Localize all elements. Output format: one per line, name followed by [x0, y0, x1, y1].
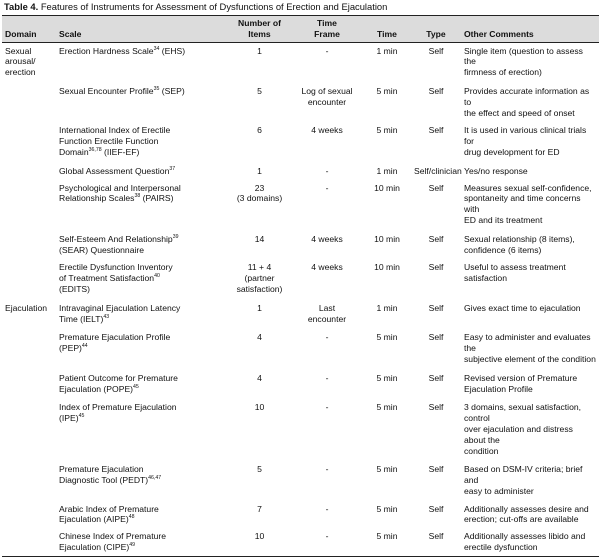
frame_lines-line: - [325, 165, 329, 176]
items_lines-line: (3 domains) [236, 193, 283, 204]
table-row [2, 501, 599, 529]
domain-cell [2, 180, 56, 230]
reference-superscript: 40 [154, 273, 160, 280]
comment_lines-line: condition [464, 445, 499, 456]
reference-superscript: 46,47 [148, 475, 162, 482]
comment_lines-line: firmness of erection) [464, 67, 542, 78]
time-frame-cell [291, 460, 363, 500]
items_lines-line: 6 [257, 125, 262, 136]
comment_lines-line: erectile dysfunction [464, 542, 538, 553]
scale-cell [56, 230, 228, 260]
frame_lines-line: 4 weeks [311, 233, 343, 244]
domain-cell [2, 122, 56, 161]
domain-cell [2, 528, 56, 556]
scale-text: Premature Ejaculation [59, 464, 144, 475]
time-frame-cell [291, 82, 363, 122]
domain_lines-line: Sexual [5, 45, 32, 56]
time-frame-cell [291, 528, 363, 556]
scale-text: Ejaculation (AIPE) [59, 514, 129, 525]
header-time-frame: Time Frame [291, 16, 363, 43]
scale-text: Erection Hardness Scale [59, 45, 154, 56]
domain-cell [2, 501, 56, 529]
comments-cell [461, 369, 599, 399]
items-cell [228, 122, 291, 161]
comment_lines-line: Yes/no response [464, 165, 528, 176]
comment_lines-line: Sexual relationship (8 items), [464, 233, 575, 244]
scale-cell [56, 398, 228, 460]
domain-cell [2, 162, 56, 180]
scale-abbreviation: (IIEF-EF) [101, 146, 140, 157]
comments-cell [461, 460, 599, 500]
scale-cell [56, 180, 228, 230]
comments-cell [461, 180, 599, 230]
reference-superscript: 35 [153, 86, 160, 93]
domain_lines-line: erection [5, 67, 36, 78]
scale-cell [56, 162, 228, 180]
type-cell: Self [428, 464, 444, 475]
frame_lines-line: - [325, 402, 329, 413]
type-cell: Self [428, 45, 444, 56]
frame_lines-line: - [325, 464, 329, 475]
time-frame-cell [291, 369, 363, 399]
frame_lines-line: encounter [307, 313, 347, 324]
time-cell: 5 min [376, 85, 398, 96]
comment_lines-line: subjective element of the condition [464, 353, 596, 364]
frame_lines-line: encounter [307, 96, 347, 107]
frame_lines-line: 4 weeks [311, 262, 343, 273]
instruments-table [2, 15, 599, 557]
items_lines-line: 10 [254, 531, 265, 542]
scale-text: Ejaculation (POPE) [59, 383, 134, 394]
frame_lines-line: Last [318, 302, 336, 313]
table-row [2, 398, 599, 460]
time-cell: 10 min [374, 233, 400, 244]
items_lines-line: 4 [257, 372, 262, 383]
items-cell [228, 501, 291, 529]
reference-superscript: 45 [133, 383, 139, 390]
comment_lines-line: Measures sexual self-confidence, [464, 182, 592, 193]
scale-text: (SEAR) Questionnaire [59, 244, 145, 255]
header-scale: Scale [56, 16, 228, 43]
items-cell [228, 230, 291, 260]
time-cell: 5 min [376, 332, 398, 343]
table-caption [4, 1, 387, 13]
table-body [2, 42, 599, 556]
header-type: Type [411, 16, 461, 43]
time-frame-cell [291, 328, 363, 368]
comments-cell [461, 259, 599, 298]
scale-text: Diagnostic Tool (PEDT) [59, 475, 149, 486]
comment_lines-line: Provides accurate information as to [464, 85, 590, 107]
table-row [2, 460, 599, 500]
items_lines-line: 7 [257, 503, 262, 514]
table-row [2, 299, 599, 329]
scale-text: Function Erectile Function [59, 136, 159, 147]
time-frame-cell [291, 501, 363, 529]
header-row [2, 16, 599, 43]
table-row [2, 528, 599, 556]
scale-abbreviation: (PAIRS) [140, 193, 174, 204]
domain_lines-line: arousal/ [5, 56, 36, 67]
time-frame-cell [291, 180, 363, 230]
scale-text: Time (IELT) [59, 313, 104, 324]
time-cell: 1 min [376, 302, 398, 313]
scale-text: Patient Outcome for Premature [59, 372, 178, 383]
time-cell: 1 min [376, 45, 398, 56]
reference-superscript: 49 [129, 542, 135, 549]
items_lines-line: 1 [257, 45, 262, 56]
type-cell: Self [428, 503, 444, 514]
comment_lines-line: Additionally assesses desire and [464, 503, 589, 514]
table-row [2, 180, 599, 230]
header-time: Time [363, 16, 411, 43]
scale-text: Psychological and Interpersonal [59, 182, 181, 193]
reference-superscript: 39 [172, 233, 179, 240]
domain-cell [2, 82, 56, 122]
frame_lines-line: - [325, 332, 329, 343]
time-frame-cell [291, 42, 363, 82]
scale-abbreviation: (SEP) [159, 85, 185, 96]
reference-superscript: 34 [153, 45, 160, 52]
domain-cell [2, 42, 56, 82]
table-row [2, 259, 599, 298]
comments-cell [461, 162, 599, 180]
items-cell [228, 42, 291, 82]
time-cell: 5 min [363, 528, 411, 556]
scale-abbreviation: (EHS) [159, 45, 186, 56]
scale-cell [56, 328, 228, 368]
frame_lines-line: - [325, 45, 329, 56]
frame_lines-line: 4 weeks [311, 125, 343, 136]
type-cell: Self [428, 85, 444, 96]
scale-text: Sexual Encounter Profile [59, 85, 154, 96]
table-row [2, 328, 599, 368]
comment_lines-line: easy to administer [464, 485, 534, 496]
scale-cell [56, 122, 228, 161]
scale-cell [56, 369, 228, 399]
frame_lines-line: - [325, 503, 329, 514]
table-row [2, 369, 599, 399]
domain-cell [2, 460, 56, 500]
comment_lines-line: ED and its treatment [464, 214, 543, 225]
type-cell: Self [428, 262, 444, 273]
items-cell [228, 328, 291, 368]
comment_lines-line: spontaneity and time concerns with [464, 193, 581, 215]
scale-cell [56, 460, 228, 500]
items_lines-line: 23 [254, 182, 265, 193]
scale-cell [56, 528, 228, 556]
type-cell: Self [411, 528, 461, 556]
comment_lines-line: Gives exact time to ejaculation [464, 302, 581, 313]
time-cell: 10 min [374, 262, 400, 273]
items_lines-line: 14 [254, 233, 265, 244]
comments-cell [461, 122, 599, 161]
comments-cell [461, 82, 599, 122]
frame_lines-line: - [325, 182, 329, 193]
scale-text: International Index of Erectile [59, 125, 171, 136]
frame_lines-line: - [325, 372, 329, 383]
items_lines-line: 1 [257, 302, 262, 313]
reference-superscript: 48 [128, 514, 135, 521]
scale-text: (EDITS) [59, 283, 91, 294]
scale-text: Relationship Scales [59, 193, 135, 204]
caption-label: Table 4. [4, 1, 39, 12]
items-cell [228, 299, 291, 329]
domain-cell [2, 328, 56, 368]
scale-cell [56, 42, 228, 82]
table-row [2, 230, 599, 260]
comment_lines-line: Useful to assess treatment satisfaction [464, 262, 566, 284]
domain-cell [2, 230, 56, 260]
header-number-of-items: Number of Items [228, 16, 291, 43]
type-cell: Self [428, 302, 444, 313]
frame_lines-line: Log of sexual [301, 85, 353, 96]
comment_lines-line: Additionally assesses libido and [464, 531, 586, 542]
type-cell: Self [428, 233, 444, 244]
items_lines-line: 4 [257, 332, 262, 343]
time-frame-cell [291, 230, 363, 260]
scale-cell [56, 501, 228, 529]
reference-superscript: 44 [81, 343, 88, 350]
header-domain: Domain [2, 16, 56, 43]
items-cell [228, 259, 291, 298]
domain-cell [2, 259, 56, 298]
reference-superscript: 43 [103, 313, 110, 320]
comment_lines-line: Based on DSM-IV criteria; brief and [464, 464, 583, 486]
items-cell [228, 398, 291, 460]
items_lines-line: 5 [257, 464, 262, 475]
type-cell: Self [428, 182, 444, 193]
type-cell: Self [428, 402, 444, 413]
comment_lines-line: Revised version of Premature [464, 372, 578, 383]
reference-superscript: 45 [78, 413, 85, 420]
items_lines-line: 11 + 4 [247, 262, 272, 273]
comments-cell [461, 328, 599, 368]
items-cell [228, 180, 291, 230]
table-row [2, 82, 599, 122]
items_lines-line: 10 [254, 402, 265, 413]
scale-text: (PEP) [59, 343, 82, 354]
scale-text: Index of Premature Ejaculation [59, 402, 177, 413]
domain-cell [2, 369, 56, 399]
time-cell: 5 min [376, 402, 398, 413]
scale-text: Premature Ejaculation Profile [59, 332, 171, 343]
comments-cell [461, 42, 599, 82]
reference-superscript: 36,78 [88, 147, 102, 154]
time-frame-cell [291, 259, 363, 298]
domain-cell [2, 398, 56, 460]
comment_lines-line: It is used in various clinical trials for [464, 125, 587, 147]
time-cell: 1 min [376, 165, 398, 176]
comments-cell [461, 501, 599, 529]
scale-text: Domain [59, 146, 89, 157]
comments-cell [461, 230, 599, 260]
items_lines-line: 5 [257, 85, 262, 96]
comment_lines-line: erection; cut-offs are available [464, 514, 579, 525]
items_lines-line: (partner [244, 273, 275, 284]
domain-cell [2, 299, 56, 329]
time-cell: 5 min [376, 372, 398, 383]
comment_lines-line: Easy to administer and evaluates the [464, 332, 591, 354]
comment_lines-line: 3 domains, sexual satisfaction, control [464, 402, 582, 424]
time-cell: 5 min [376, 125, 398, 136]
items-cell [228, 162, 291, 180]
reference-superscript: 37 [169, 165, 176, 172]
time-cell: 5 min [376, 464, 398, 475]
type-cell: Self [428, 372, 444, 383]
table-row [2, 162, 599, 180]
domain_lines-line: Ejaculation [5, 302, 48, 313]
time-frame-cell [291, 122, 363, 161]
scale-cell [56, 259, 228, 298]
comment_lines-line: drug development for ED [464, 146, 560, 157]
time-frame-cell [291, 299, 363, 329]
scale-text: Erectile Dysfunction Inventory [59, 262, 173, 273]
items-cell [228, 460, 291, 500]
items_lines-line: 1 [257, 165, 262, 176]
table-row [2, 122, 599, 161]
comments-cell [461, 528, 599, 556]
scale-text: Intravaginal Ejaculation Latency [59, 302, 181, 313]
comments-cell [461, 299, 599, 329]
comment_lines-line: the effect and speed of onset [464, 107, 575, 118]
reference-superscript: 38 [134, 193, 141, 200]
comment_lines-line: over ejaculation and distress about the [464, 423, 573, 445]
time-frame-cell [291, 398, 363, 460]
time-frame-cell [291, 162, 363, 180]
type-cell: Self [428, 332, 444, 343]
scale-cell [56, 82, 228, 122]
time-cell: 5 min [376, 503, 398, 514]
scale-text: Chinese Index of Premature [59, 531, 167, 542]
comment_lines-line: Single item (question to assess the [464, 45, 583, 67]
time-cell: 10 min [374, 182, 400, 193]
scale-text: Self-Esteem And Relationship [59, 233, 173, 244]
caption-text: Features of Instruments for Assessment of Dysfunctions of Erection and Ejaculation [38, 1, 388, 12]
comment_lines-line: Ejaculation Profile [464, 383, 533, 394]
scale-text: Global Assessment Question [59, 165, 170, 176]
items-cell [228, 369, 291, 399]
items_lines-line: satisfaction) [236, 283, 283, 294]
table-row [2, 42, 599, 82]
scale-text: Ejaculation (CIPE) [59, 542, 130, 553]
scale-text: (IPE) [59, 413, 79, 424]
items-cell [228, 82, 291, 122]
type-cell: Self/clinician [414, 165, 462, 176]
comments-cell [461, 398, 599, 460]
scale-cell [56, 299, 228, 329]
comment_lines-line: confidence (6 items) [464, 244, 542, 255]
items-cell [228, 528, 291, 556]
scale-text: Arabic Index of Premature [59, 503, 159, 514]
header-other-comments: Other Comments [461, 16, 599, 43]
type-cell: Self [428, 125, 444, 136]
scale-text: of Treatment Satisfaction [59, 273, 155, 284]
frame_lines-line: - [325, 531, 329, 542]
